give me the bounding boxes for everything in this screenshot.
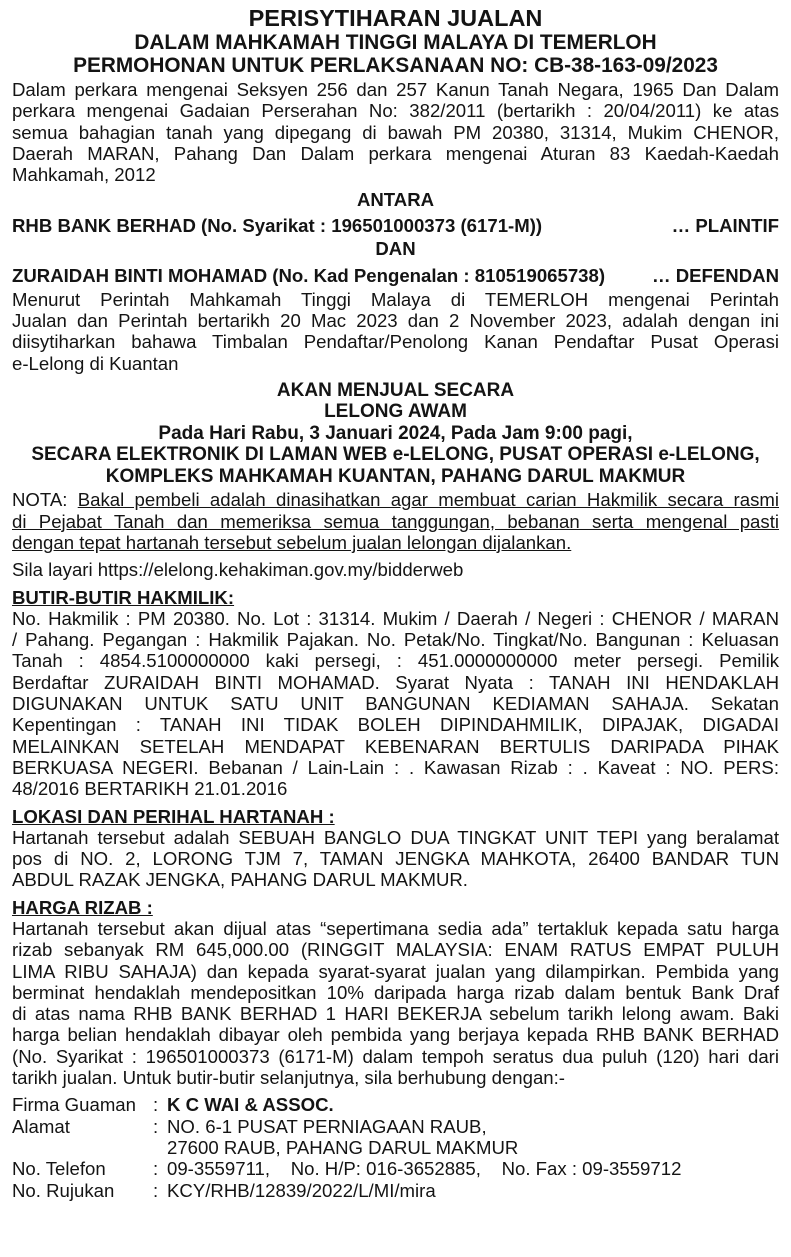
intro-line: Dalam perkara mengenai Seksyen 256 dan 257 Kanun Tanah Negara, 1965 Dan Dalam [12, 79, 779, 100]
harga-line: (No. Syarikat : 196501000373 (6171-M) dalam tempoh seratus dua puluh (120) hari dari [12, 1045, 779, 1067]
nota-label: NOTA: [12, 489, 78, 511]
address-line-1: NO. 6-1 PUSAT PERNIAGAAN RAUB, [167, 1115, 487, 1137]
defendant-row [12, 265, 779, 286]
harga-line: di atas nama RHB BANK BERHAD 1 HARI BEKERJA sebelum tarikh lelong awam. Baki [12, 1003, 779, 1025]
spacer [12, 1137, 153, 1158]
lokasi-line: ABDUL RAZAK JENGKA, PAHANG DARUL MAKMUR. [12, 869, 468, 891]
lokasi-line: pos di NO. 2, LORONG TJM 7, TAMAN JENGKA MAHKOTA, 26400 BANDAR TUN [12, 848, 779, 870]
plaintiff-role: … PLAINTIF [671, 214, 779, 236]
butir-heading: BUTIR-BUTIR HAKMILIK: [12, 586, 235, 608]
harga-line: rizab sebanyak RM 645,000.00 (RINGGIT MALAYSIA: ENAM RATUS EMPAT PULUH [12, 939, 779, 961]
court-name: DALAM MAHKAMAH TINGGI MALAYA DI TEMERLOH [134, 31, 657, 54]
auction-date: Pada Hari Rabu, 3 Januari 2024, Pada Jam 9:00 pagi, [158, 422, 633, 444]
lokasi-line: Hartanah tersebut adalah SEBUAH BANGLO DUA TINGKAT UNIT TEPI yang beralamat [12, 826, 779, 848]
order-line: Menurut Perintah Mahkamah Tinggi Malaya di TEMERLOH mengenai Perintah [12, 288, 779, 310]
auction-block [12, 380, 779, 488]
reference-number: KCY/RHB/12839/2022/L/MI/mira [167, 1179, 436, 1201]
plaintiff-row [12, 215, 779, 236]
butir-line: DIGUNAKAN UNTUK SATU UNIT BANGUNAN KEDIAMAN SAHAJA. Sekatan [12, 693, 779, 715]
butir-line: No. Hakmilik : PM 20380. No. Lot : 31314. Mukim / Daerah / Negeri : CHENOR / MARAN [12, 607, 779, 629]
butir-line: Tanah : 4854.5100000000 kaki persegi, : 451.0000000000 meter persegi. Pemilik [12, 650, 779, 672]
harga-paragraph [12, 918, 779, 1088]
auction-venue-1: SECARA ELEKTRONIK DI LAMAN WEB e-LELONG, PUSAT OPERASI e-LELONG, [31, 444, 760, 466]
butir-line: BERKUASA NEGERI. Bebanan / Lain-Lain : . Kawasan Rizab : . Kaveat : NO. PERS: [12, 756, 779, 778]
butir-line: 48/2016 BERTARIKH 21.01.2016 [12, 778, 288, 800]
order-line: e-Lelong di Kuantan [12, 352, 179, 374]
butir-line: / Pahang. Pegangan : Hakmilik Pajakan. No. Petak/No. Tingkat/No. Bangunan : Keluasan [12, 629, 779, 651]
spacer [153, 1137, 167, 1158]
colon: : [153, 1094, 159, 1116]
auction-line-2: LELONG AWAM [324, 401, 467, 423]
lokasi-paragraph [12, 827, 779, 891]
order-paragraph [12, 289, 779, 374]
defendant-role: … DEFENDAN [651, 265, 779, 287]
phone-numbers: 09-3559711, No. H/P: 016-3652885, No. Fax : 09-3559712 [167, 1158, 682, 1180]
nota-paragraph [12, 489, 779, 553]
butir-line: Berdaftar ZURAIDAH BINTI MOHAMAD. Syarat Nyata : TANAH INI HENDAKLAH [12, 671, 779, 693]
intro-line: Daerah MARAN, Pahang Dan Dalam perkara mengenai Aturan 83 Kaedah-Kaedah [12, 142, 779, 164]
firm-name: K C WAI & ASSOC. [167, 1094, 334, 1116]
defendant-name: ZURAIDAH BINTI MOHAMAD (No. Kad Pengenalan : 810519065738) [12, 265, 606, 287]
website-link[interactable]: Sila layari https://elelong.kehakiman.gov.my/bidderweb [12, 559, 464, 581]
nota-line: NOTA: Bakal pembeli adalah dinasihatkan agar membuat carian Hakmilik secara rasmi [12, 489, 779, 511]
nota-line: dengan tepat hartanah tersebut sebelum jualan lelongan dijalankan. [12, 531, 572, 553]
plaintiff-name: RHB BANK BERHAD (No. Syarikat : 196501000373 (6171-M)) [12, 214, 543, 236]
antara-label: ANTARA [356, 189, 435, 211]
order-line: diisytiharkan bahawa Timbalan Pendaftar/Penolong Kanan Pendaftar Pusat Operasi [12, 331, 779, 353]
butir-line: MELAINKAN SETELAH MENDAPAT KEBENARAN BERTULIS DARIPADA PIHAK [12, 735, 779, 757]
lokasi-heading: LOKASI DAN PERIHAL HARTANAH : [12, 805, 335, 827]
nota-line: di Pejabat Tanah dan memeriksa semua tanggungan, bebanan serta mengenal pasti [12, 510, 779, 532]
notice-title: PERISYTIHARAN JUALAN [248, 5, 543, 31]
harga-line: tarikh jualan. Untuk butir-butir selanjutnya, sila berhubung dengan:- [12, 1067, 565, 1089]
colon: : [153, 1158, 159, 1180]
butir-paragraph [12, 608, 779, 800]
intro-paragraph [12, 79, 779, 185]
application-number: PERMOHONAN UNTUK PERLAKSANAAN NO: CB-38-163-09/2023 [73, 54, 718, 77]
address-line-2: 27600 RAUB, PAHANG DARUL MAKMUR [167, 1136, 519, 1158]
address-label: Alamat [12, 1115, 70, 1137]
colon: : [153, 1115, 159, 1137]
harga-line: Hartanah tersebut akan dijual atas “sepertimana sedia ada” tertakluk kepada satu harga [12, 918, 779, 939]
butir-line: Kepentingan : TANAH INI TIDAK BOLEH DIPINDAHMILIK, DIPAJAK, DIGADAI [12, 714, 779, 736]
harga-line: LIMA RIBU SAHAJA) dan kepada syarat-syarat jualan yang dilampirkan. Pembida yang [12, 960, 779, 982]
harga-line: berminat hendaklah mendepositkan 10% daripada harga rizab dalam bentuk Bank Draf [12, 981, 779, 1003]
intro-line: Mahkamah, 2012 [12, 164, 156, 186]
auction-venue-2: KOMPLEKS MAHKAMAH KUANTAN, PAHANG DARUL MAKMUR [105, 465, 686, 487]
intro-line: perkara mengenai Gadaian Perserahan No: 382/2011 (bertarikh : 20/04/2011) ke atas [12, 100, 779, 122]
phone-label: No. Telefon [12, 1158, 106, 1180]
contact-table [12, 1094, 779, 1200]
reference-label: No. Rujukan [12, 1179, 115, 1201]
dan-label: DAN [375, 238, 416, 260]
harga-line: harga belian hendaklah dibayar oleh pembida yang berjaya kepada RHB BANK BERHAD [12, 1024, 779, 1046]
firm-label: Firma Guaman [12, 1094, 136, 1116]
intro-line: semua bahagian tanah yang dipegang di bawah PM 20380, 31314, Mukim CHENOR, [12, 121, 779, 143]
auction-line-1: AKAN MENJUAL SECARA [276, 379, 515, 401]
harga-heading: HARGA RIZAB : [12, 896, 153, 918]
colon: : [153, 1179, 159, 1201]
order-line: Jualan dan Perintah bertarikh 20 Mac 2023 dan 2 November 2023, adalah dengan ini [12, 309, 779, 331]
